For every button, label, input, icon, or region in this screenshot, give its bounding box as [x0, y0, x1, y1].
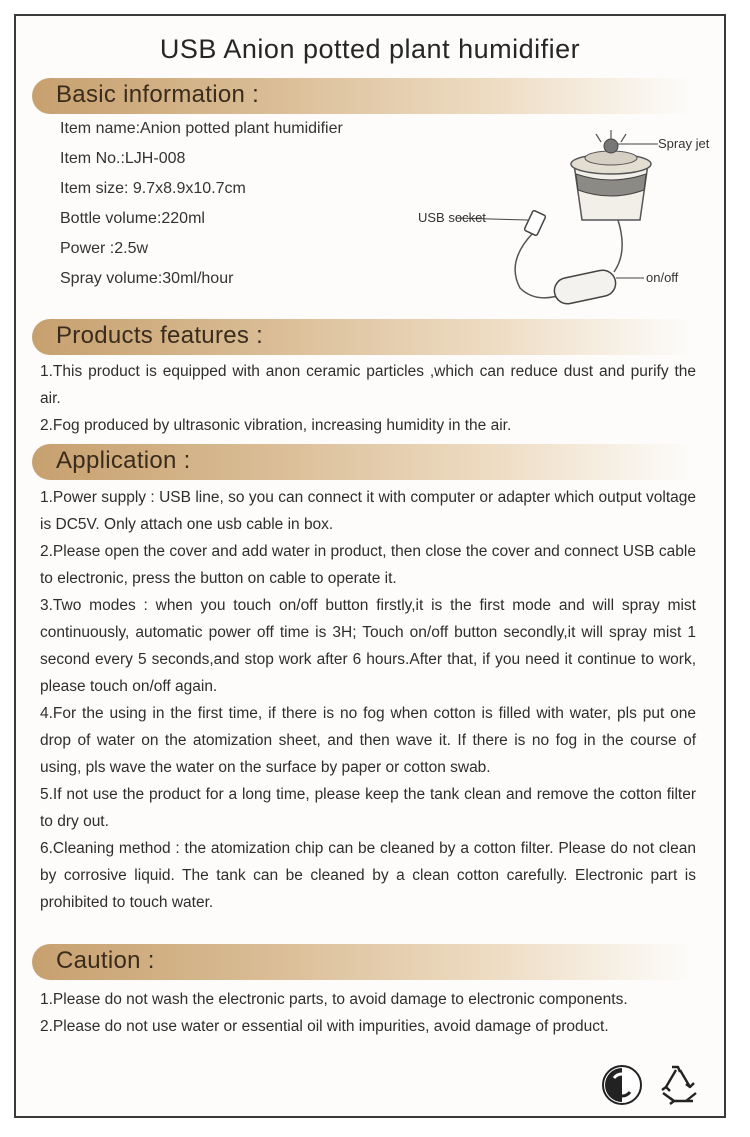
usb-socket-label: USB socket [418, 210, 486, 225]
spray-jet-label: Spray jet [658, 136, 710, 151]
manual-sheet [14, 14, 726, 1118]
caution-item: 2.Please do not use water or essential oil with impurities, avoid damage of product. [40, 1018, 609, 1035]
application-item: 1.Power supply : USB line, so you can connect it with computer or adapter which output voltage is DC5V. Only attach one usb cable in box. [40, 489, 696, 533]
recycling-triangle-icon [662, 1067, 696, 1104]
item-number: Item No.:LJH-008 [60, 150, 186, 167]
section-header-application [32, 444, 692, 480]
section-header-caution [32, 944, 692, 980]
item-name: Item name:Anion potted plant humidifier [60, 120, 343, 137]
power: Power :2.5w [60, 240, 149, 257]
caution-item: 1.Please do not wash the electronic parts, to avoid damage to electronic components. [40, 991, 628, 1008]
section-title: Products features : [56, 322, 264, 349]
application-item: 3.Two modes : when you touch on/off button firstly,it is the first mode and will spray mist continuously, automatic power off time is 3H; Touch on/off button secondly,it will spray mist 1 second every 5 seconds,and stop work after 6 hours.After that, if you need it continue to work, please touch on/off again. [40, 597, 696, 695]
section-title: Basic information : [56, 81, 260, 108]
application-item: 2.Please open the cover and add water in product, then close the cover and connect USB cable to electronic, press the button on cable to operate it. [40, 543, 696, 587]
section-header-products-features [32, 319, 692, 355]
section-header-basic-information [32, 78, 692, 114]
feature-item: 2.Fog produced by ultrasonic vibration, increasing humidity in the air. [40, 417, 512, 434]
basic-info-list [60, 114, 343, 294]
caution-list [40, 986, 696, 1040]
green-dot-recycle-icon [603, 1066, 641, 1104]
page-title: USB Anion potted plant humidifier [159, 34, 581, 64]
application-list [40, 484, 696, 916]
section-title: Caution : [56, 947, 155, 974]
recycling-icons [600, 1062, 710, 1108]
application-item: 5.If not use the product for a long time, please keep the tank clean and remove the cotton filter to dry out. [40, 786, 696, 830]
feature-item: 1.This product is equipped with anon ceramic particles ,which can reduce dust and purify the air. [40, 363, 696, 407]
section-title: Application : [56, 447, 191, 474]
spray-volume: Spray volume:30ml/hour [60, 270, 234, 287]
application-item: 4.For the using in the first time, if there is no fog when cotton is filled with water, pls put one drop of water on the atomization sheet, and then wave it. If there is no fog in the course of using, pls wave the water on the surface by paper or cotton swab. [40, 705, 696, 776]
on-off-label: on/off [646, 270, 679, 285]
bottle-volume: Bottle volume:220ml [60, 210, 205, 227]
humidifier-illustration [396, 112, 716, 312]
features-list [40, 358, 696, 439]
application-item: 6.Cleaning method : the atomization chip can be cleaned by a cotton filter. Please do not clean by corrosive liquid. The tank can be cleaned by a clean cotton carefully. Electronic part is prohibited to touch water. [40, 840, 696, 911]
humidifier-diagram [396, 112, 716, 312]
item-size: Item size: 9.7x8.9x10.7cm [60, 180, 246, 197]
